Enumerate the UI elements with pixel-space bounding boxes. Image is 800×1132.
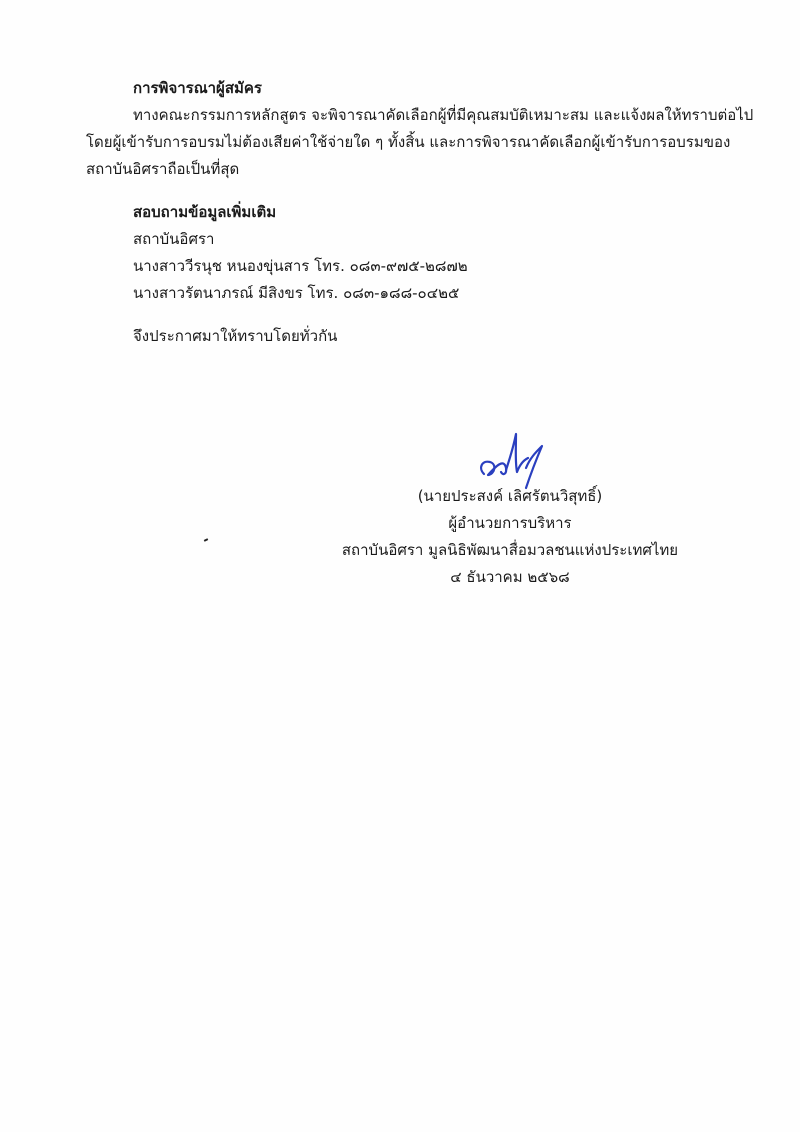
applicants-paragraph-line-2: โดยผู้เข้ารับการอบรมไม่ต้องเสียค่าใช้จ่ายใด ๆ ทั้งสิ้น และการพิจารณาคัดเลือกผู้เข้ารับการอบรมของ [86,133,731,151]
applicants-paragraph-line-3: สถาบันอิศราถือเป็นที่สุด [86,160,240,178]
scan-speck [204,538,208,542]
applicants-heading: การพิจารณาผู้สมัคร [133,79,262,97]
signature-block [340,483,680,591]
contact-organization: สถาบันอิศรา [133,230,215,248]
signatory-position: ผู้อำนวยการบริหาร [448,514,572,532]
announcement-text: จึงประกาศมาให้ทราบโดยทั่วกัน [133,327,338,345]
applicants-paragraph-line-1: ทางคณะกรรมการหลักสูตร จะพิจารณาคัดเลือกผู้ที่มีคุณสมบัติเหมาะสม และแจ้งผลให้ทราบต่อไป [133,106,754,124]
contact-person-2: นางสาวรัตนาภรณ์ มีสิงขร โทร. ๐๘๓-๑๘๘-๐๔๒๕ [133,284,460,302]
contact-heading: สอบถามข้อมูลเพิ่มเติม [133,203,277,221]
contact-person-1: นางสาววีรนุช หนองขุ่นสาร โทร. ๐๘๓-๙๗๕-๒๘๗๒ [133,257,468,275]
signatory-organization: สถาบันอิศรา มูลนิธิพัฒนาสื่อมวลชนแห่งประเทศไทย [341,541,679,559]
document-date: ๔ ธันวาคม ๒๕๖๘ [450,568,570,586]
signatory-name: (นายประสงค์ เลิศรัตนวิสุทธิ์) [417,487,603,505]
